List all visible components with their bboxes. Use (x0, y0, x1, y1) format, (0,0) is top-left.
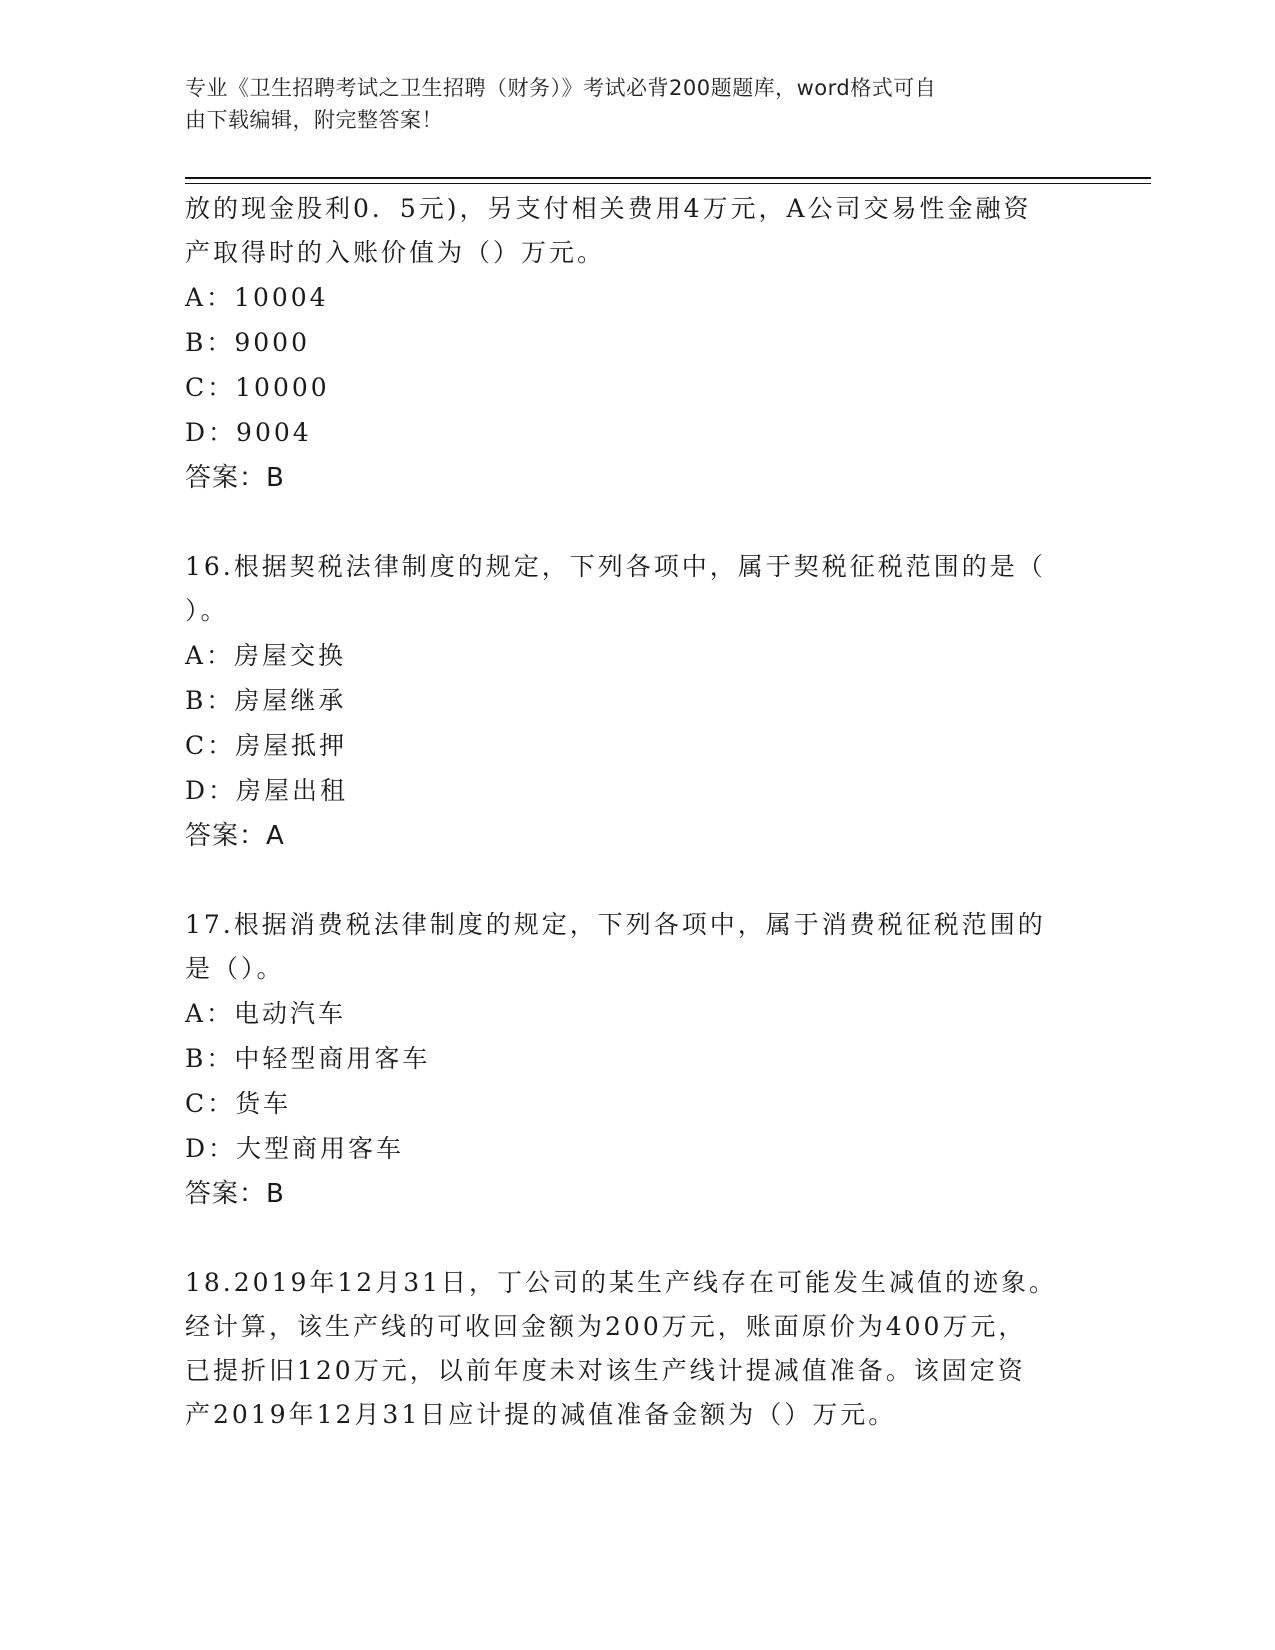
question-content (185, 187, 1085, 1437)
answer-label: 答案：B (185, 463, 285, 493)
option-b: B：9000 (185, 328, 310, 357)
option-a: A：房屋交换 (185, 641, 347, 670)
option-d: D：大型商用客车 (185, 1134, 405, 1163)
question-18 (185, 1261, 1085, 1437)
option-b: B：中轻型商用客车 (185, 1044, 431, 1073)
question-stem-line: 18.2019年12月31日，丁公司的某生产线存在可能发生减值的迹象。 (185, 1268, 1058, 1297)
header-title-line-1: 专业《卫生招聘考试之卫生招聘（财务）》考试必背200题题库，word格式可自 (185, 76, 937, 100)
question-stem-line: 产取得时的入账价值为（）万元。 (185, 238, 606, 267)
header-divider-thick (185, 177, 1151, 179)
header-title-line-2: 由下载编辑，附完整答案！ (185, 108, 443, 132)
document-header (185, 72, 1065, 136)
question-stem-line: 17.根据消费税法律制度的规定，下列各项中，属于消费税征税范围的 (185, 910, 1046, 939)
option-a: A：电动汽车 (185, 999, 347, 1028)
option-b: B：房屋继承 (185, 686, 347, 715)
question-stem-line: 产2019年12月31日应计提的减值准备金额为（）万元。 (185, 1400, 897, 1429)
question-stem-line: 经计算，该生产线的可收回金额为200万元，账面原价为400万元， (185, 1312, 1027, 1341)
question-17 (185, 903, 1085, 1217)
option-d: D：房屋出租 (185, 776, 349, 805)
question-stem-line: ）。 (185, 596, 229, 625)
option-a: A：10004 (185, 283, 329, 312)
option-d: D：9004 (185, 418, 312, 447)
question-stem-line: 是（）。 (185, 954, 285, 983)
option-c: C：房屋抵押 (185, 731, 348, 760)
question-stem-line: 放的现金股利0．5元)，另支付相关费用4万元，A公司交易性金融资 (185, 194, 1032, 223)
option-c: C：10000 (185, 373, 330, 402)
question-stem-line: 16.根据契税法律制度的规定，下列各项中，属于契税征税范围的是（ (185, 552, 1046, 581)
question-15-continuation (185, 187, 1085, 501)
question-16 (185, 545, 1085, 859)
header-divider-thin (185, 183, 1151, 184)
question-stem-line: 已提折旧120万元，以前年度未对该生产线计提减值准备。该固定资 (185, 1356, 1026, 1385)
option-c: C：货车 (185, 1089, 292, 1118)
answer-label: 答案：A (185, 821, 285, 851)
answer-label: 答案：B (185, 1179, 285, 1209)
